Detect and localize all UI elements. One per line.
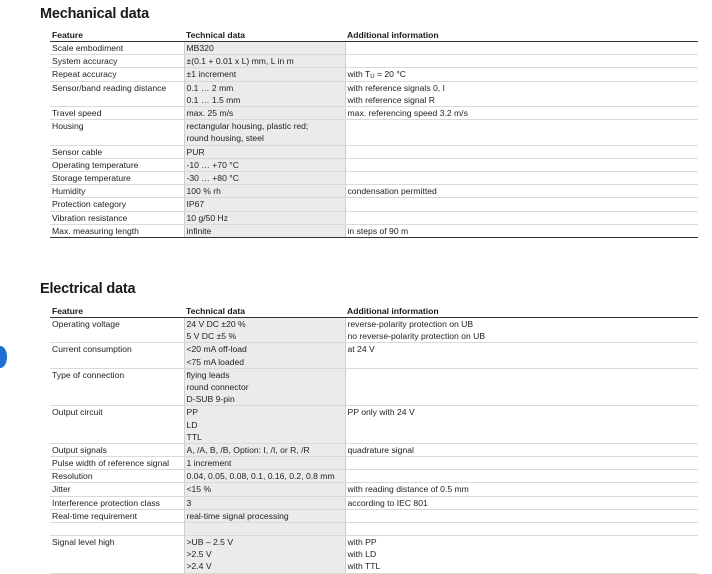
technical-data-line: 24 V DC ±20 %: [186, 319, 246, 329]
technical-data-line: ±1 increment: [186, 69, 237, 80]
table-row: [50, 198, 698, 211]
table-row: [50, 443, 698, 456]
additional-information-line: with reading distance of 0.5 mm: [347, 484, 469, 495]
additional-information-line: [348, 120, 699, 132]
additional-information-cell: [345, 368, 698, 406]
additional-information-line: no reverse-polarity protection on UB: [347, 331, 486, 342]
additional-information-line: at 24 V: [347, 344, 375, 355]
technical-data-cell: [184, 42, 345, 55]
technical-data-cell: [184, 318, 345, 343]
table-row: [50, 496, 698, 509]
technical-data-cell: [184, 368, 345, 406]
feature-cell: Scale embodiment: [50, 42, 184, 55]
feature-cell: Interference protection class: [50, 496, 184, 509]
technical-data-line: D-SUB 9-pin: [186, 394, 235, 405]
table-row: [50, 224, 698, 237]
additional-information-cell: [345, 536, 698, 574]
technical-data-cell: [184, 145, 345, 158]
additional-information-line: [348, 172, 699, 184]
technical-data-cell: [184, 470, 345, 483]
table-header-row: [50, 306, 698, 318]
technical-data-cell: [184, 81, 345, 106]
additional-information-line: with PP: [347, 537, 377, 548]
table-row: [50, 120, 698, 145]
technical-data-cell: [184, 106, 345, 119]
additional-information-line: according to IEC 801: [347, 497, 428, 508]
feature-cell: Max. measuring length: [50, 224, 184, 237]
additional-information-cell: [345, 42, 698, 55]
additional-information-cell: [345, 185, 698, 198]
additional-information-line: PP only with 24 V: [347, 407, 415, 418]
technical-data-line: <20 mA off-load: [186, 344, 247, 355]
additional-information-cell: [345, 171, 698, 184]
feature-cell: Vibration resistance: [50, 211, 184, 224]
table-row: [50, 536, 698, 574]
table-row: [50, 185, 698, 198]
additional-information-cell: [345, 55, 698, 68]
technical-data-cell: [184, 509, 345, 522]
technical-data-line: 3: [186, 497, 192, 508]
technical-data-cell: [184, 406, 345, 444]
feature-cell: Resolution: [50, 470, 184, 483]
feature-cell: Storage temperature: [50, 171, 184, 184]
additional-information-line: [348, 55, 699, 67]
technical-data-line: 5 V DC ±5 %: [186, 331, 237, 342]
feature-cell: Pulse width of reference signal: [50, 457, 184, 470]
technical-data-line: PUR: [186, 146, 205, 157]
feature-cell: Sensor cable: [50, 145, 184, 158]
additional-information-cell: [345, 443, 698, 456]
feature-cell: Type of connection: [50, 368, 184, 406]
additional-information-line: with LD: [347, 549, 377, 560]
technical-data-cell: [184, 483, 345, 496]
technical-data-cell: [184, 211, 345, 224]
technical-data-line: -10 … +70 °C: [186, 159, 239, 170]
technical-data-line: infinite: [186, 225, 212, 236]
feature-cell: Repeat accuracy: [50, 68, 184, 81]
technical-data-line: 1 increment: [186, 458, 232, 469]
technical-data-cell: [184, 224, 345, 237]
feature-cell: Protection category: [50, 198, 184, 211]
additional-information-header: Additional information: [345, 306, 698, 318]
additional-information-cell: [345, 318, 698, 343]
additional-information-cell: [345, 496, 698, 509]
additional-information-cell: [345, 198, 698, 211]
technical-data-line: ±(0.1 + 0.01 x L) mm, L in m: [186, 56, 294, 67]
additional-information-cell: [345, 343, 698, 368]
technical-data-line: IP67: [186, 199, 205, 210]
additional-information-line: [348, 457, 699, 469]
additional-information-line: condensation permitted: [347, 186, 437, 197]
additional-information-cell: [345, 470, 698, 483]
technical-data-line: <75 mA loaded: [186, 356, 245, 367]
additional-information-cell: [345, 509, 698, 522]
technical-data-line: max. 25 m/s: [186, 107, 234, 118]
technical-data-line: round connector: [186, 381, 249, 392]
technical-data-line: A, /A, B, /B, Option: I, /I, or R, /R: [186, 444, 310, 455]
additional-information-cell: [345, 158, 698, 171]
table-row: [50, 470, 698, 483]
additional-information-line: [348, 510, 699, 522]
technical-data-cell: [184, 55, 345, 68]
technical-data-cell: [184, 496, 345, 509]
technical-data-cell: [184, 158, 345, 171]
additional-information-line: [348, 369, 699, 381]
feature-cell: Housing: [50, 120, 184, 145]
table-row: [50, 158, 698, 171]
additional-information-line: with reference signals 0, I: [347, 82, 445, 93]
table-row: [50, 171, 698, 184]
feature-cell: Real-time requirement: [50, 509, 184, 522]
additional-information-line: [348, 198, 699, 210]
table-row: [50, 509, 698, 522]
additional-information-line: [348, 146, 699, 158]
technical-data-line: LD: [186, 419, 198, 430]
table-row: [50, 81, 698, 106]
technical-data-cell: [184, 120, 345, 145]
additional-information-cell: [345, 224, 698, 237]
additional-information-cell: [345, 145, 698, 158]
feature-cell: Travel speed: [50, 106, 184, 119]
spacer-row: [50, 523, 698, 536]
technical-data-line: 0.1 … 2 mm: [186, 82, 234, 93]
additional-information-cell: [345, 457, 698, 470]
technical-data-line: 100 % rh: [186, 186, 221, 197]
technical-data-line: >2.5 V: [186, 549, 212, 560]
table-row: [50, 368, 698, 406]
table-row: [50, 318, 698, 343]
technical-data-line: round housing, steel: [186, 133, 264, 144]
additional-information-line: with TTL: [347, 561, 381, 572]
table-header-row: [50, 30, 698, 42]
mechanical-data-title: Mechanical data: [40, 6, 150, 22]
technical-data-cell: [184, 68, 345, 81]
feature-header: Feature: [50, 30, 184, 42]
additional-information-cell: [345, 81, 698, 106]
feature-cell: Sensor/band reading distance: [50, 81, 184, 106]
table-row: [50, 483, 698, 496]
additional-information-line: reverse-polarity protection on UB: [347, 319, 474, 329]
feature-cell: Output signals: [50, 443, 184, 456]
additional-information-cell: [345, 406, 698, 444]
technical-data-cell: [184, 198, 345, 211]
technical-data-line: -30 … +80 °C: [186, 172, 239, 183]
additional-information-line: [348, 68, 699, 80]
feature-cell: Signal level high: [50, 536, 184, 574]
additional-information-line: [348, 42, 699, 54]
additional-information-line: [348, 470, 699, 482]
technical-data-cell: [184, 171, 345, 184]
table-row: [50, 68, 698, 81]
technical-data-line: >UB – 2.5 V: [186, 537, 234, 548]
table-row: [50, 343, 698, 368]
technical-data-line: >2.4 V: [186, 561, 212, 572]
table-row: [50, 145, 698, 158]
additional-information-cell: [345, 483, 698, 496]
feature-cell: Operating voltage: [50, 318, 184, 343]
technical-data-line: real-time signal processing: [186, 510, 289, 521]
feature-cell: Output circuit: [50, 406, 184, 444]
technical-data-line: TTL: [186, 431, 202, 442]
technical-data-cell: [184, 457, 345, 470]
technical-data-line: <15 %: [186, 484, 212, 495]
additional-information-line: max. referencing speed 3.2 m/s: [347, 107, 468, 118]
electrical-data-table: [50, 306, 698, 574]
additional-information-line: in steps of 90 m: [347, 225, 409, 236]
technical-data-cell: [184, 443, 345, 456]
table-row: [50, 42, 698, 55]
feature-header: Feature: [50, 306, 184, 318]
additional-information-line: [348, 212, 699, 224]
additional-information-cell: [345, 120, 698, 145]
technical-data-header: Technical data: [184, 30, 345, 42]
info-text: with T: [347, 69, 371, 80]
additional-information-cell: [345, 106, 698, 119]
technical-data-line: flying leads: [186, 369, 230, 380]
feature-cell: Humidity: [50, 185, 184, 198]
table-row: [50, 211, 698, 224]
table-row: [50, 406, 698, 444]
technical-data-line: PP: [186, 407, 198, 418]
technical-data-header: Technical data: [184, 306, 345, 318]
table-row: [50, 106, 698, 119]
technical-data-cell: [184, 185, 345, 198]
feature-cell: System accuracy: [50, 55, 184, 68]
additional-information-cell: [345, 211, 698, 224]
additional-information-line: with reference signal R: [347, 94, 435, 105]
additional-information-header: Additional information: [345, 30, 698, 42]
feature-cell: Current consumption: [50, 343, 184, 368]
feature-cell: Jitter: [50, 483, 184, 496]
technical-data-line: 0.1 … 1.5 mm: [186, 94, 241, 105]
mechanical-data-table: [50, 30, 698, 238]
feature-cell: Operating temperature: [50, 158, 184, 171]
table-row: [50, 457, 698, 470]
additional-information-line: quadrature signal: [347, 444, 414, 455]
additional-information-cell: [345, 68, 698, 81]
additional-information-line: [348, 159, 699, 171]
table-row: [50, 55, 698, 68]
technical-data-line: 10 g/50 Hz: [186, 212, 229, 223]
technical-data-cell: [184, 343, 345, 368]
electrical-data-title: Electrical data: [40, 281, 136, 297]
technical-data-line: MB320: [186, 43, 214, 53]
info-text: = 20 °C: [374, 69, 406, 80]
scroll-indicator-dot[interactable]: [0, 346, 7, 368]
technical-data-line: rectangular housing, plastic red;: [186, 121, 309, 132]
info-subscript: U: [370, 74, 375, 81]
technical-data-line: 0.04, 0.05, 0.08, 0.1, 0.16, 0.2, 0.8 mm: [186, 471, 335, 482]
technical-data-cell: [184, 536, 345, 574]
